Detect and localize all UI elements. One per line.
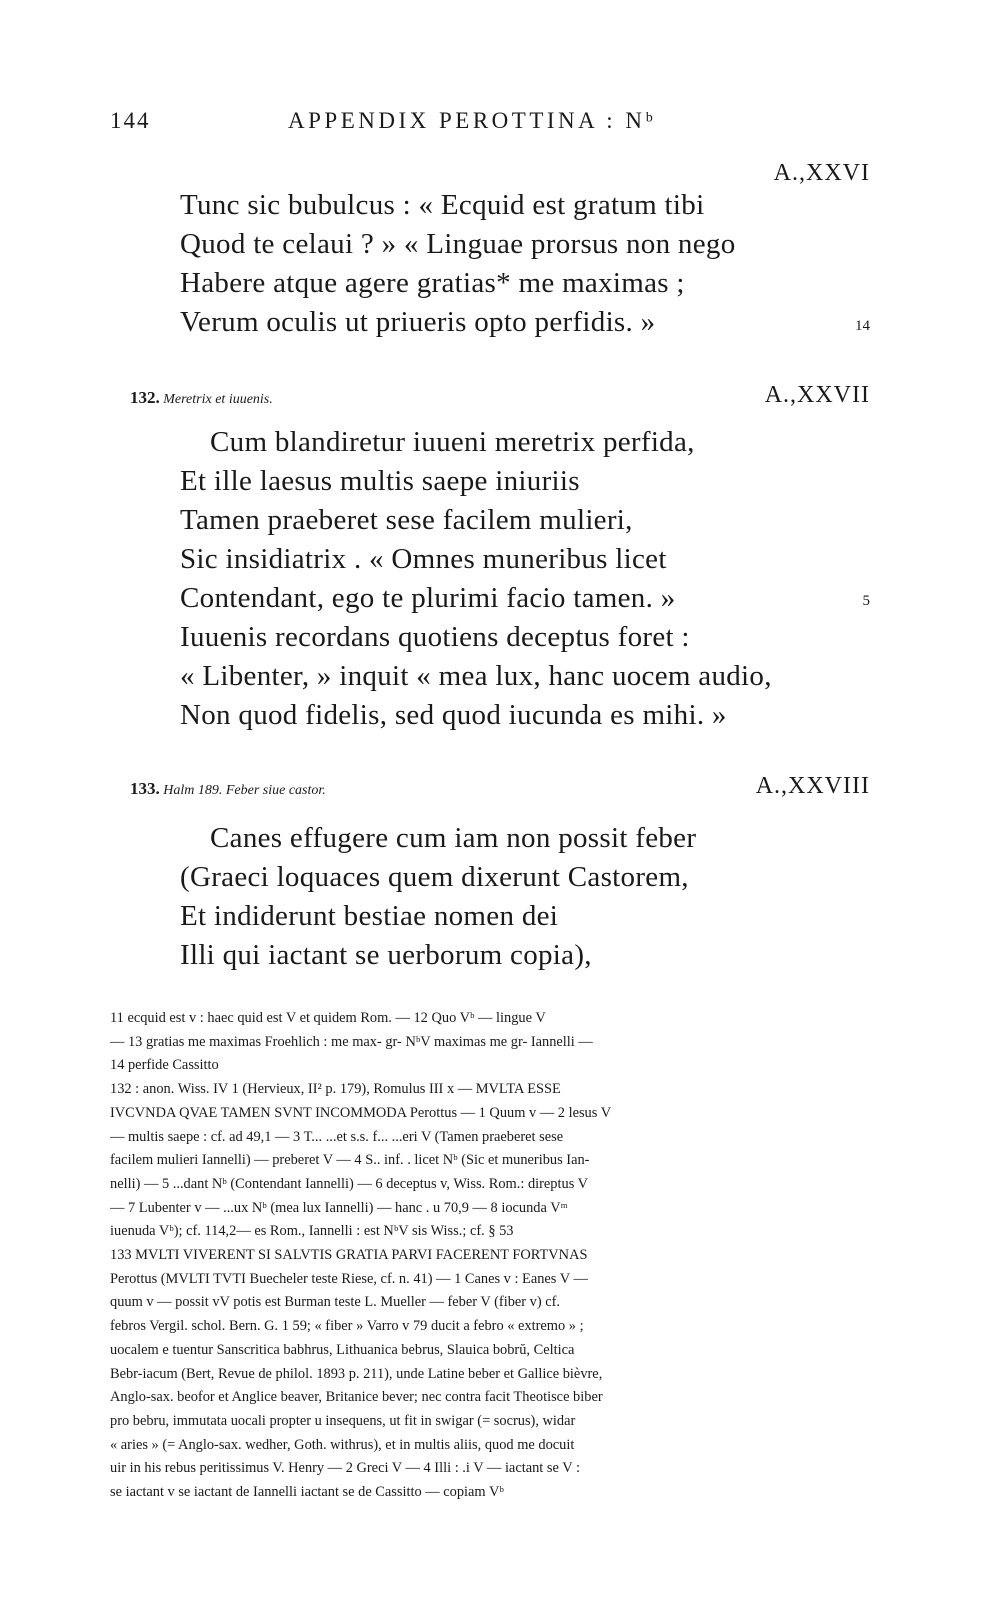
apparatus-line: uir in his rebus peritissimus V. Henry — 2 Greci V — 4 Illi : .i V — iactant se V : bbox=[110, 1460, 580, 1477]
fable-reference: A.,XXVI bbox=[773, 160, 870, 186]
apparatus-line: se iactant v se iactant de Iannelli iactant se de Cassitto — copiam Vᵇ bbox=[110, 1484, 504, 1501]
critical-apparatus bbox=[110, 1007, 880, 1505]
verse-line: Contendant, ego te plurimi facio tamen. » bbox=[180, 582, 676, 614]
verse-line: Et indiderunt bestiae nomen dei bbox=[180, 900, 559, 932]
verse-line: Non quod fidelis, sed quod iucunda es mihi. » bbox=[180, 699, 727, 731]
apparatus-line: Anglo-sax. beofor et Anglice beaver, Britanice bever; nec contra facit Theotisce biber bbox=[110, 1389, 603, 1406]
verse-line: Canes effugere cum iam non possit feber bbox=[210, 822, 697, 854]
page-number: 144 bbox=[110, 108, 151, 133]
apparatus-line: quum v — possit vV potis est Burman teste L. Mueller — feber V (fiber v) cf. bbox=[110, 1294, 561, 1311]
fable-heading bbox=[130, 388, 273, 408]
fable-heading bbox=[130, 779, 326, 799]
fable-reference: A.,XXVII bbox=[764, 382, 870, 408]
fable-title: Halm 189. Feber siue castor. bbox=[163, 783, 326, 798]
apparatus-line: uocalem e tuentur Sanscritica babhrus, Lithuanica bebrus, Slauica bobrŭ, Celtica bbox=[110, 1341, 575, 1358]
line-number: 14 bbox=[855, 318, 870, 334]
apparatus-line: « aries » (= Anglo-sax. wedher, Goth. withrus), et in multis aliis, quod me docuit bbox=[110, 1436, 575, 1453]
apparatus-line: — multis saepe : cf. ad 49,1 — 3 T... ...et s.s. f... ...eri V (Tamen praeberet sese bbox=[110, 1128, 564, 1145]
fable-title: Meretrix et iuuenis. bbox=[163, 392, 273, 407]
verse-line: Sic insidiatrix . « Omnes muneribus licet bbox=[180, 543, 667, 575]
verse-line: Quod te celaui ? » « Linguae prorsus non nego bbox=[180, 228, 736, 260]
apparatus-line: 11 ecquid est v : haec quid est V et quidem Rom. — 12 Quo Vᵇ — lingue V bbox=[110, 1010, 546, 1026]
apparatus-line: febros Vergil. schol. Bern. G. 1 59; « fiber » Varro v 79 ducit a febro « extremo » ; bbox=[110, 1318, 584, 1335]
verse-line: Habere atque agere gratias* me maximas ; bbox=[180, 267, 685, 299]
fable-number: 132. bbox=[130, 388, 160, 407]
fable-reference: A.,XXVIII bbox=[755, 773, 870, 799]
apparatus-line: Perottus (MVLTI TVTI Buecheler teste Riese, cf. n. 41) — 1 Canes v : Eanes V — bbox=[110, 1270, 588, 1287]
apparatus-line: — 7 Lubenter v — ...ux Nᵇ (mea lux Iannelli) — hanc . u 70,9 — 8 iocunda Vᵐ bbox=[110, 1199, 568, 1216]
verse-line: Tunc sic bubulcus : « Ecquid est gratum tibi bbox=[180, 189, 705, 221]
verse-line: Iuuenis recordans quotiens deceptus foret : bbox=[180, 621, 690, 653]
fable-number: 133. bbox=[130, 779, 160, 798]
verse-line: Tamen praeberet sese facilem mulieri, bbox=[180, 504, 633, 536]
apparatus-line: pro bebru, immutata uocali propter u insequens, ut fit in swigar (= socrus), widar bbox=[110, 1412, 576, 1429]
verse-line: Illi qui iactant se uerborum copia), bbox=[180, 939, 592, 971]
verse-line: « Libenter, » inquit « mea lux, hanc uocem audio, bbox=[180, 660, 772, 692]
running-title: APPENDIX PEROTTINA : Nᵇ bbox=[288, 108, 657, 133]
verse-line: Cum blandiretur iuueni meretrix perfida, bbox=[210, 426, 695, 458]
apparatus-line: iuenuda Vᵇ); cf. 114,2— es Rom., Iannelli : est NᵇV sis Wiss.; cf. § 53 bbox=[110, 1223, 514, 1240]
apparatus-line: IVCVNDA QVAE TAMEN SVNT INCOMMODA Perottus — 1 Quum v — 2 lesus V bbox=[110, 1104, 612, 1121]
apparatus-line: nelli) — 5 ...dant Nᵇ (Contendant Iannelli) — 6 deceptus v, Wiss. Rom.: direptus V bbox=[110, 1175, 589, 1192]
apparatus-line: 14 perfide Cassitto bbox=[110, 1057, 219, 1074]
line-number: 5 bbox=[862, 593, 870, 609]
verse-line: Et ille laesus multis saepe iniuriis bbox=[180, 465, 580, 497]
apparatus-line: 132 : anon. Wiss. IV 1 (Hervieux, II² p. 179), Romulus III x — MVLTA ESSE bbox=[110, 1081, 561, 1098]
verse-line: (Graeci loquaces quem dixerunt Castorem, bbox=[180, 861, 689, 893]
apparatus-line: — 13 gratias me maximas Froehlich : me max- gr- NᵇV maximas me gr- Iannelli — bbox=[110, 1033, 593, 1050]
apparatus-line: facilem mulieri Iannelli) — preberet V — 4 S.. inf. . licet Nᵇ (Sic et muneribus Ian- bbox=[110, 1152, 590, 1169]
verse-block bbox=[180, 819, 880, 975]
apparatus-line: Bebr-iacum (Bert, Revue de philol. 1893 p. 211), unde Latine beber et Gallice bièvre, bbox=[110, 1365, 603, 1382]
apparatus-line: 133 MVLTI VIVERENT SI SALVTIS GRATIA PARVI FACERENT FORTVNAS bbox=[110, 1247, 588, 1264]
verse-line: Verum oculis ut priueris opto perfidis. » bbox=[180, 306, 656, 338]
verse-block bbox=[180, 186, 880, 342]
verse-block bbox=[180, 423, 880, 735]
